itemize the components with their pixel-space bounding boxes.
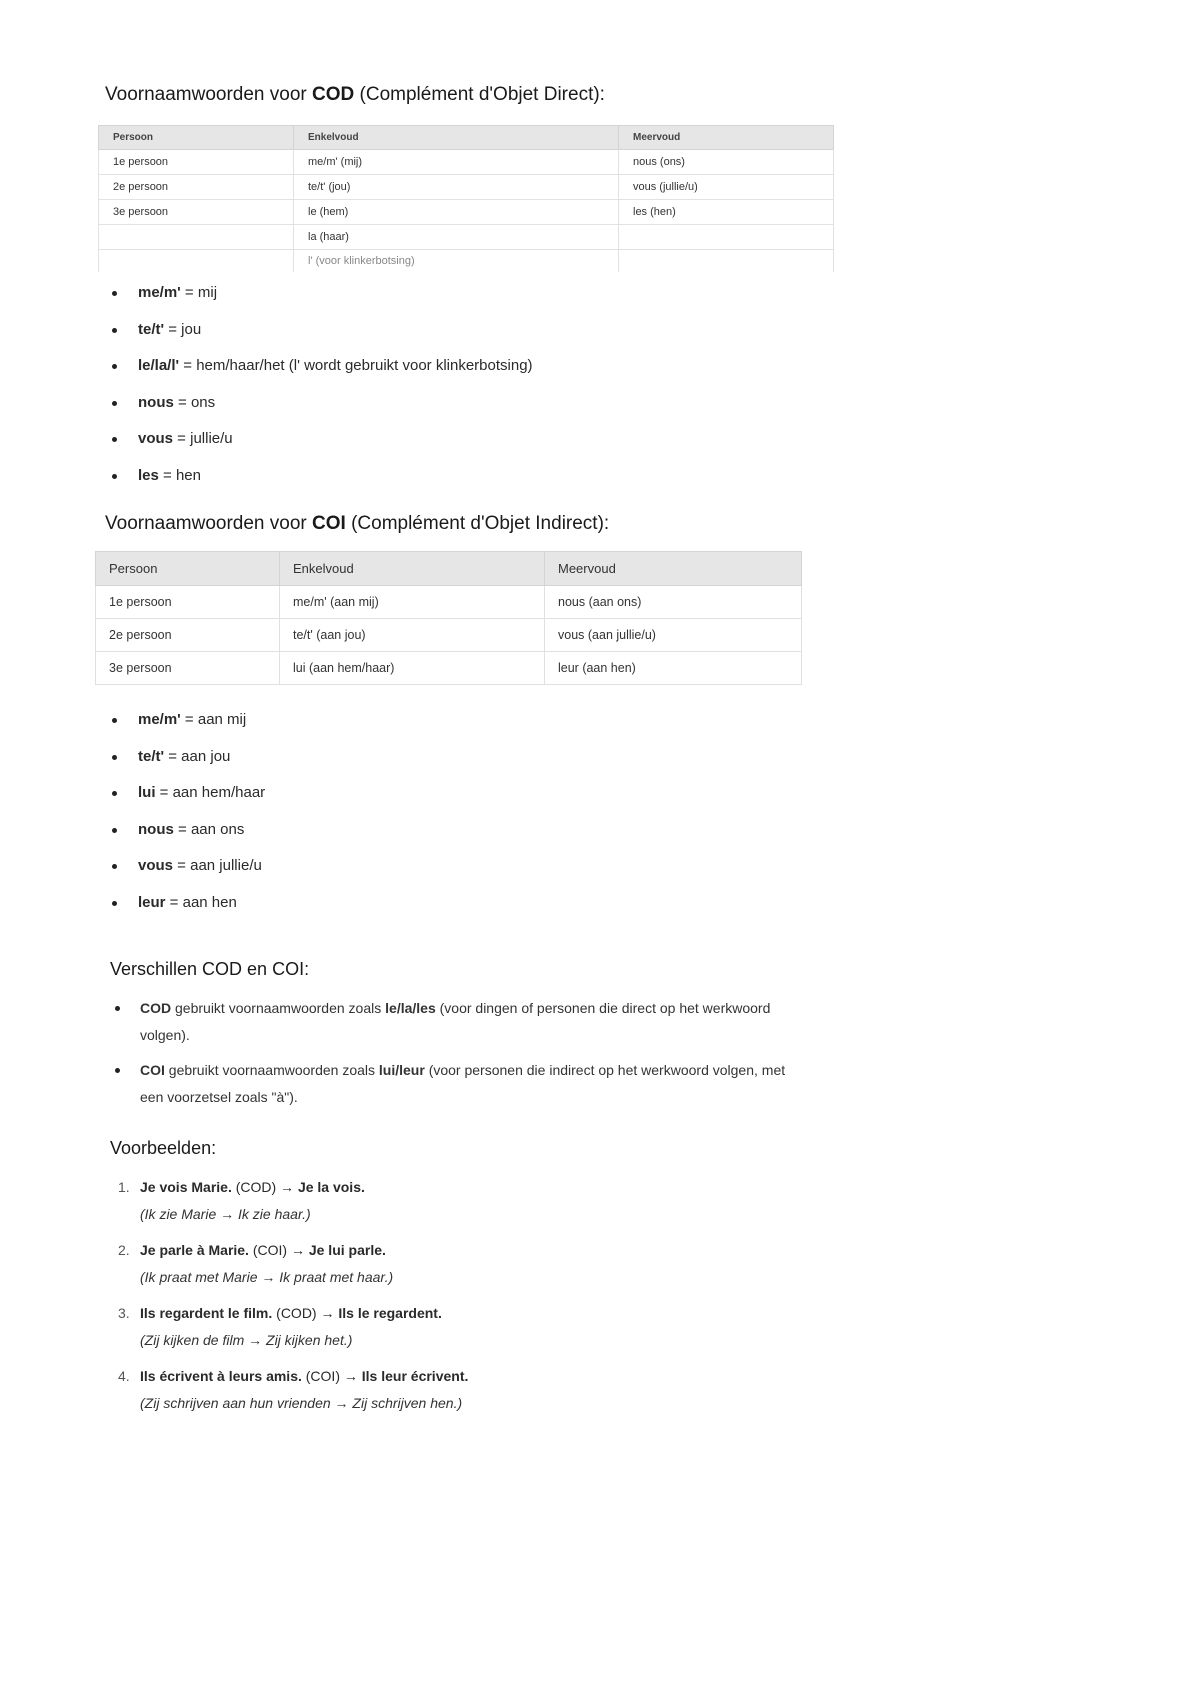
- term: COI: [140, 1062, 165, 1078]
- examples-heading: Voorbeelden:: [110, 1138, 217, 1158]
- sentence: Ils écrivent à leurs amis.: [140, 1368, 302, 1384]
- pronouns: le/la/les: [385, 1000, 436, 1016]
- table-cell: 2e persoon: [99, 175, 294, 200]
- table-cell: vous (aan jullie/u): [545, 619, 802, 652]
- table-row: [99, 250, 834, 273]
- pronoun: vous: [138, 430, 174, 447]
- coi-bullet-list: [110, 710, 265, 929]
- list-item: [110, 893, 265, 930]
- table-row: [96, 619, 802, 652]
- translation: (Ik praat met Marie → Ik praat met haar.): [140, 1269, 394, 1285]
- cod-table: [98, 125, 834, 272]
- table-row: [99, 175, 834, 200]
- coi-heading: [105, 513, 609, 535]
- pronoun: te/t': [138, 747, 165, 765]
- table-row: [99, 200, 834, 225]
- list-item: [110, 320, 533, 357]
- meaning: = aan mij: [180, 711, 247, 728]
- table-cell: 2e persoon: [96, 619, 280, 652]
- description: (voor personen die indirect op het werkwoord volgen, met een voorzetsel zoals "à").: [140, 1062, 786, 1105]
- list-item: [110, 783, 265, 820]
- list-item: [110, 429, 533, 466]
- type-tag: (COD) →: [231, 1179, 298, 1195]
- description: gebruikt voornaamwoorden zoals: [164, 1062, 379, 1078]
- table-cell: le (hem): [294, 200, 619, 225]
- item-number: 1.: [118, 1179, 130, 1195]
- column-header: Enkelvoud: [294, 126, 619, 150]
- list-item: [110, 1057, 790, 1111]
- table-cell: [99, 225, 294, 250]
- meaning: = jullie/u: [173, 430, 233, 447]
- meaning: = ons: [173, 393, 216, 411]
- table-cell: 1e persoon: [96, 586, 280, 619]
- differences-heading: Verschillen COD en COI:: [110, 959, 310, 979]
- cod-bullet-list: [110, 283, 533, 502]
- list-item: [110, 1363, 468, 1426]
- meaning: = jou: [164, 320, 202, 338]
- table-row: [99, 150, 834, 175]
- meaning: = mij: [180, 284, 218, 301]
- sentence: Je parle à Marie.: [140, 1242, 249, 1258]
- pronoun: vous: [138, 857, 174, 874]
- table-cell: nous (ons): [619, 150, 834, 175]
- pronoun: lui: [138, 784, 156, 801]
- pronoun: te/t': [138, 320, 165, 338]
- meaning: = aan jou: [164, 747, 231, 765]
- pronoun: nous: [138, 820, 174, 838]
- list-item: [110, 710, 265, 747]
- table-cell: [619, 225, 834, 250]
- rewritten-sentence: Je la vois.: [297, 1179, 365, 1195]
- column-header: Persoon: [96, 552, 280, 586]
- coi-table: [95, 551, 802, 685]
- list-item: [110, 393, 533, 430]
- pronoun: nous: [138, 393, 174, 411]
- table-cell: 3e persoon: [99, 200, 294, 225]
- sentence: Je vois Marie.: [140, 1179, 232, 1195]
- list-item: [110, 1300, 468, 1363]
- list-item: [110, 466, 533, 503]
- column-header: Enkelvoud: [280, 552, 545, 586]
- meaning: = aan ons: [173, 820, 245, 838]
- cod-heading-bold: COD: [312, 84, 355, 105]
- coi-heading-text: Voornaamwoorden voor: [105, 513, 313, 534]
- list-item: [110, 283, 533, 320]
- table-cell: vous (jullie/u): [619, 175, 834, 200]
- description: (voor dingen of personen die direct op het werkwoord volgen).: [140, 1000, 771, 1043]
- meaning: = hen: [158, 466, 201, 484]
- type-tag: (COD) →: [272, 1305, 339, 1321]
- table-cell: 1e persoon: [99, 150, 294, 175]
- table-cell: la (haar): [294, 225, 619, 250]
- list-item: [110, 856, 265, 893]
- table-cell: me/m' (aan mij): [280, 586, 545, 619]
- coi-heading-text-2: (Complément d'Objet Indirect):: [345, 513, 610, 534]
- meaning: = aan hen: [165, 893, 237, 911]
- table-cell: me/m' (mij): [294, 150, 619, 175]
- list-item: [110, 747, 265, 784]
- examples-list: [110, 1174, 468, 1426]
- translation: (Zij schrijven aan hun vrienden → Zij schrijven hen.): [140, 1395, 463, 1411]
- cod-heading: [105, 84, 605, 106]
- list-item: [110, 995, 790, 1049]
- table-cell: te/t' (jou): [294, 175, 619, 200]
- table-cell: lui (aan hem/haar): [280, 652, 545, 685]
- item-number: 4.: [118, 1368, 130, 1384]
- table-cell: [99, 250, 294, 273]
- pronoun: me/m': [138, 284, 181, 301]
- meaning: = aan hem/haar: [155, 784, 266, 801]
- column-header: Meervoud: [545, 552, 802, 586]
- translation: (Ik zie Marie → Ik zie haar.): [140, 1206, 311, 1222]
- pronoun: me/m': [138, 711, 181, 728]
- term: COD: [140, 1000, 172, 1016]
- column-header: Meervoud: [619, 126, 834, 150]
- table-cell: 3e persoon: [96, 652, 280, 685]
- list-item: [110, 1174, 468, 1237]
- table-cell: [619, 250, 834, 273]
- list-item: [110, 1237, 468, 1300]
- table-row: [96, 586, 802, 619]
- pronouns: lui/leur: [378, 1062, 425, 1078]
- pronoun: le/la/l': [138, 357, 180, 374]
- table-cell: te/t' (aan jou): [280, 619, 545, 652]
- list-item: [110, 356, 533, 393]
- table-row: [99, 225, 834, 250]
- table-row: [96, 652, 802, 685]
- item-number: 2.: [118, 1242, 130, 1258]
- type-tag: (COI) →: [301, 1368, 362, 1384]
- item-number: 3.: [118, 1305, 130, 1321]
- translation: (Zij kijken de film → Zij kijken het.): [140, 1332, 353, 1348]
- table-cell: l' (voor klinkerbotsing): [294, 250, 619, 273]
- meaning: = hem/haar/het (l' wordt gebruikt voor klinkerbotsing): [179, 357, 533, 374]
- table-header-row: [99, 126, 834, 150]
- cod-heading-text-2: (Complément d'Objet Direct):: [354, 84, 605, 105]
- rewritten-sentence: Ils leur écrivent.: [361, 1368, 469, 1384]
- meaning: = aan jullie/u: [173, 857, 262, 874]
- cod-heading-text: Voornaamwoorden voor: [105, 84, 313, 105]
- table-cell: les (hen): [619, 200, 834, 225]
- table-header-row: [96, 552, 802, 586]
- sentence: Ils regardent le film.: [140, 1305, 273, 1321]
- description: gebruikt voornaamwoorden zoals: [171, 1000, 386, 1016]
- table-cell: nous (aan ons): [545, 586, 802, 619]
- list-item: [110, 820, 265, 857]
- coi-heading-bold: COI: [312, 513, 346, 534]
- rewritten-sentence: Ils le regardent.: [338, 1305, 442, 1321]
- type-tag: (COI) →: [248, 1242, 309, 1258]
- pronoun: les: [138, 466, 159, 484]
- differences-list: [110, 995, 790, 1119]
- rewritten-sentence: Je lui parle.: [308, 1242, 386, 1258]
- table-cell: leur (aan hen): [545, 652, 802, 685]
- column-header: Persoon: [99, 126, 294, 150]
- pronoun: leur: [138, 893, 166, 911]
